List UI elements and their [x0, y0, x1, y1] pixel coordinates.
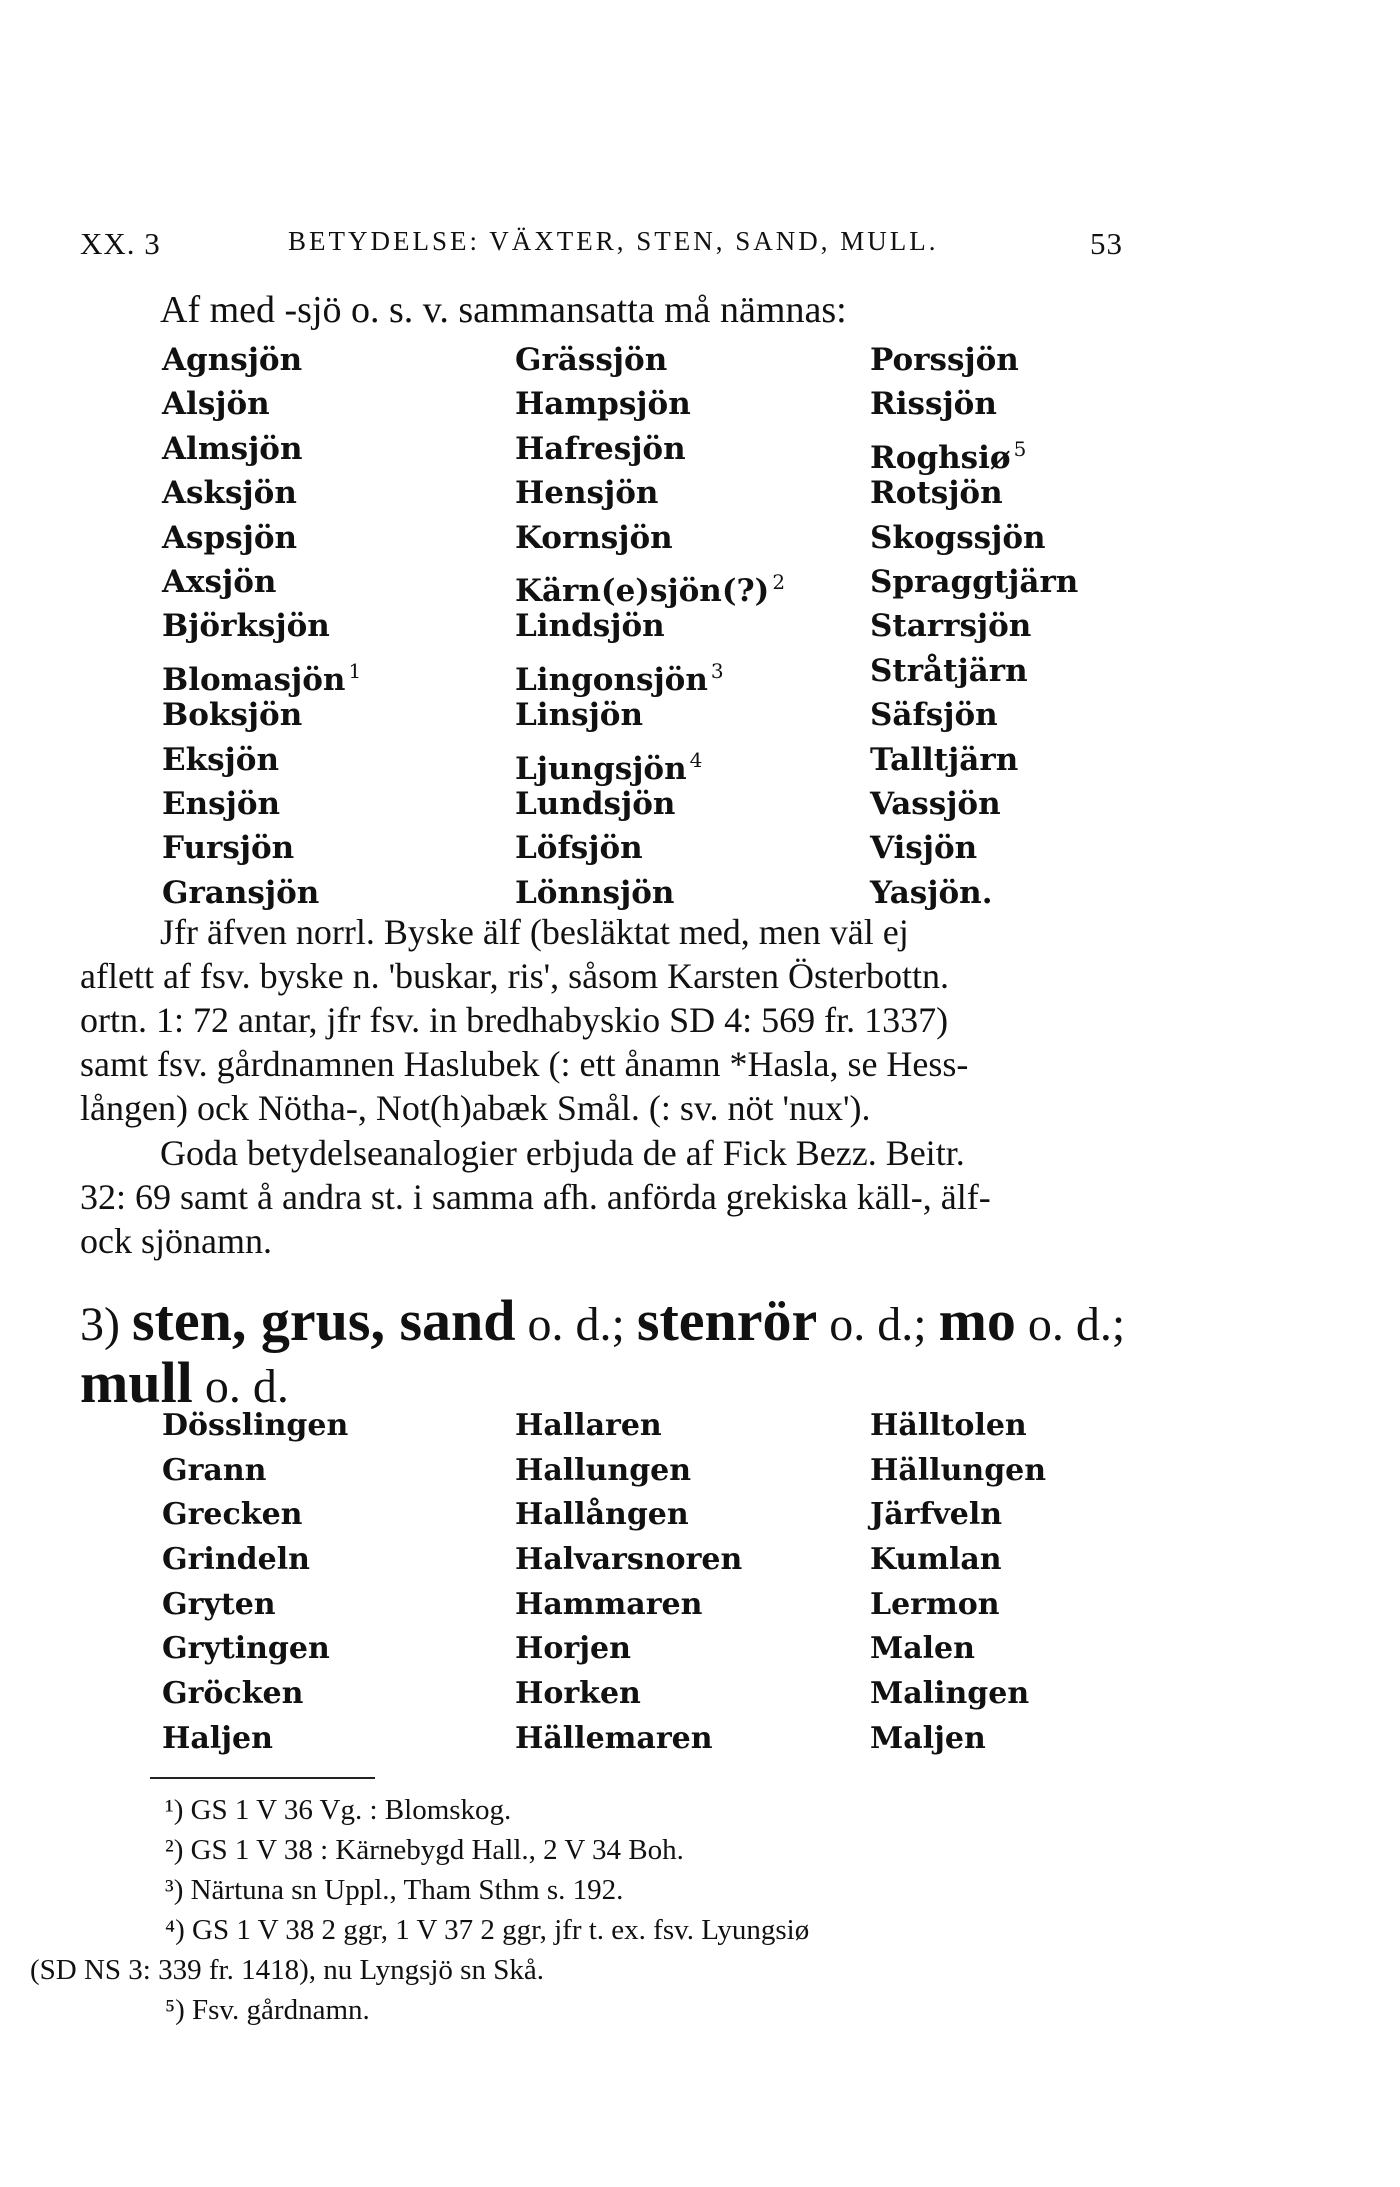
lake-name: Asksjön [162, 475, 297, 512]
lake-column-2 [515, 338, 785, 915]
lake-name: Blomasjön $^1$ [162, 658, 362, 698]
lake-name: Björksjön [162, 608, 330, 645]
lake-name: Visjön [870, 830, 978, 867]
footnote: ³) Närtuna sn Uppl., Tham Sthm s. 192. [165, 1874, 624, 1906]
lake-name: Yasjön. [870, 874, 993, 911]
paragraph-byske [80, 910, 1180, 1130]
footnote-marker: 5 [1013, 436, 1027, 461]
lake-column-3 [870, 338, 1078, 915]
lake-name: Eksjön [162, 741, 279, 778]
lake-name: Stråtjärn [870, 652, 1028, 689]
lake-name: Ljungsjön $^4$ [515, 747, 703, 787]
footnote-marker: 3 [710, 658, 724, 683]
lake-name: Hafresjön [515, 430, 686, 467]
section-heading [80, 1288, 1126, 1416]
text-line: aflett af fsv. byske n. 'buskar, ris', såsom Karsten Österbottn. [80, 956, 950, 996]
text-line: ortn. 1: 72 antar, jfr fsv. in bredhabyskio SD 4: 569 fr. 1337) [80, 1000, 949, 1040]
footnotes [30, 1790, 809, 2030]
lake-name: Kornsjön [515, 519, 673, 556]
lake-name: Rotsjön [870, 475, 1003, 512]
lake-name: Hampsjön [515, 386, 691, 423]
place-name: Halvarsnoren [515, 1542, 743, 1578]
lake-name: Kärn(e)sjön(?) $^2$ [515, 569, 786, 609]
lake-name: Löfsjön [515, 830, 643, 867]
place-name: Lermon [870, 1586, 1000, 1622]
intro-line: Af med -sjö o. s. v. sammansatta må nämnas: [160, 289, 847, 331]
lake-name: Roghsiø $^5$ [870, 436, 1027, 476]
text-line: lången) ock Nötha-, Not(h)abæk Smål. (: sv. nöt 'nux'). [80, 1088, 871, 1128]
place-name: Hammaren [515, 1586, 703, 1622]
lake-name: Spraggtjärn [870, 563, 1079, 600]
lake-name: Vassjön [870, 785, 1001, 822]
place-name: Malingen [870, 1676, 1030, 1712]
text-line: ock sjönamn. [80, 1221, 272, 1261]
footnote-marker: 2 [772, 569, 786, 594]
footnote: ⁴) GS 1 V 38 2 ggr, 1 V 37 2 ggr, jfr t. ex. fsv. Lyungsiø [165, 1914, 810, 1946]
place-name: Malen [870, 1631, 975, 1667]
lake-name: Ensjön [162, 785, 281, 822]
footnote: ⁵) Fsv. gårdnamn. [165, 1994, 370, 2026]
lake-name: Lingonsjön $^3$ [515, 658, 724, 698]
lake-name: Lönnsjön [515, 874, 675, 911]
lake-name: Axsjön [162, 563, 277, 600]
lake-name: Grässjön [515, 342, 668, 378]
heading-abbrev: o. d. [192, 1360, 289, 1413]
lake-name: Aspsjön [162, 519, 298, 556]
lake-name: Almsjön [162, 430, 303, 467]
lake-name: Hensjön [515, 475, 659, 512]
lake-name: Skogssjön [870, 519, 1046, 556]
footnote-rule [150, 1777, 375, 1779]
place-name: Gryten [162, 1586, 276, 1622]
lake-name: Linsjön [515, 697, 643, 734]
place-column-1 [162, 1404, 348, 1762]
heading-term-mo: mo [938, 1288, 1016, 1353]
lake-name: Talltjärn [870, 741, 1019, 778]
lake-name: Rissjön [870, 386, 997, 423]
place-name: Horjen [515, 1631, 631, 1667]
text-line: samt fsv. gårdnamnen Haslubek (: ett ånamn *Hasla, se Hess- [80, 1044, 969, 1084]
paragraph-analogies [80, 1131, 1180, 1263]
lake-name: Säfsjön [870, 697, 998, 734]
place-name: Horken [515, 1676, 641, 1712]
place-name: Hallungen [515, 1452, 692, 1488]
heading-abbrev: o. d.; [817, 1298, 939, 1351]
page-number: 53 [1090, 226, 1123, 261]
place-name: Järfveln [870, 1497, 1003, 1533]
place-name: Maljen [870, 1720, 986, 1756]
text-line: Goda betydelseanalogier erbjuda de af Fick Bezz. Beitr. [160, 1133, 965, 1173]
lake-column-1 [162, 338, 361, 915]
lake-name: Lundsjön [515, 785, 676, 822]
section-number: XX. 3 [80, 226, 161, 261]
running-head-title: BETYDELSE: VÄXTER, STEN, SAND, MULL. [288, 226, 939, 256]
place-name: Grecken [162, 1497, 303, 1533]
footnote-marker: 1 [348, 658, 362, 683]
place-name: Hallaren [515, 1408, 662, 1443]
text-line: Jfr äfven norrl. Byske älf (besläktat med, men väl ej [160, 912, 909, 952]
section-heading-number: 3) [80, 1298, 120, 1351]
lake-name: Alsjön [162, 386, 270, 423]
heading-term-stenror: stenrör [636, 1288, 818, 1353]
lake-name: Boksjön [162, 697, 303, 734]
place-name: Hallången [515, 1497, 689, 1533]
heading-term-mull: mull [80, 1350, 193, 1415]
place-name: Hällungen [870, 1452, 1047, 1488]
footnote-marker: 4 [689, 747, 703, 772]
lake-name: Porssjön [870, 342, 1019, 378]
place-name: Kumlan [870, 1542, 1002, 1578]
place-name: Dösslingen [162, 1408, 349, 1443]
footnote: ¹) GS 1 V 36 Vg. : Blomskog. [165, 1794, 512, 1826]
lake-name: Gransjön [162, 874, 320, 911]
footnote: (SD NS 3: 339 fr. 1418), nu Lyngsjö sn Skå. [30, 1954, 544, 1986]
place-name: Grindeln [162, 1542, 310, 1578]
heading-abbrev: o. d.; [1015, 1298, 1126, 1351]
lake-name: Lindsjön [515, 608, 665, 645]
lake-name: Agnsjön [162, 342, 303, 378]
place-name: Grann [162, 1452, 267, 1488]
lake-name: Starrsjön [870, 608, 1032, 645]
place-name: Hälltolen [870, 1408, 1027, 1443]
lake-name: Fursjön [162, 830, 295, 867]
place-column-2 [515, 1404, 742, 1762]
place-name: Haljen [162, 1720, 273, 1756]
place-name: Hällemaren [515, 1720, 713, 1756]
heading-abbrev: o. d.; [515, 1298, 637, 1351]
text-line: 32: 69 samt å andra st. i samma afh. anförda grekiska käll-, älf- [80, 1177, 991, 1217]
place-column-3 [870, 1404, 1046, 1762]
footnote: ²) GS 1 V 38 : Kärnebygd Hall., 2 V 34 Boh. [165, 1834, 684, 1866]
place-name: Gröcken [162, 1676, 304, 1712]
place-name: Grytingen [162, 1631, 330, 1667]
heading-term-sten: sten, grus, sand [131, 1288, 516, 1353]
